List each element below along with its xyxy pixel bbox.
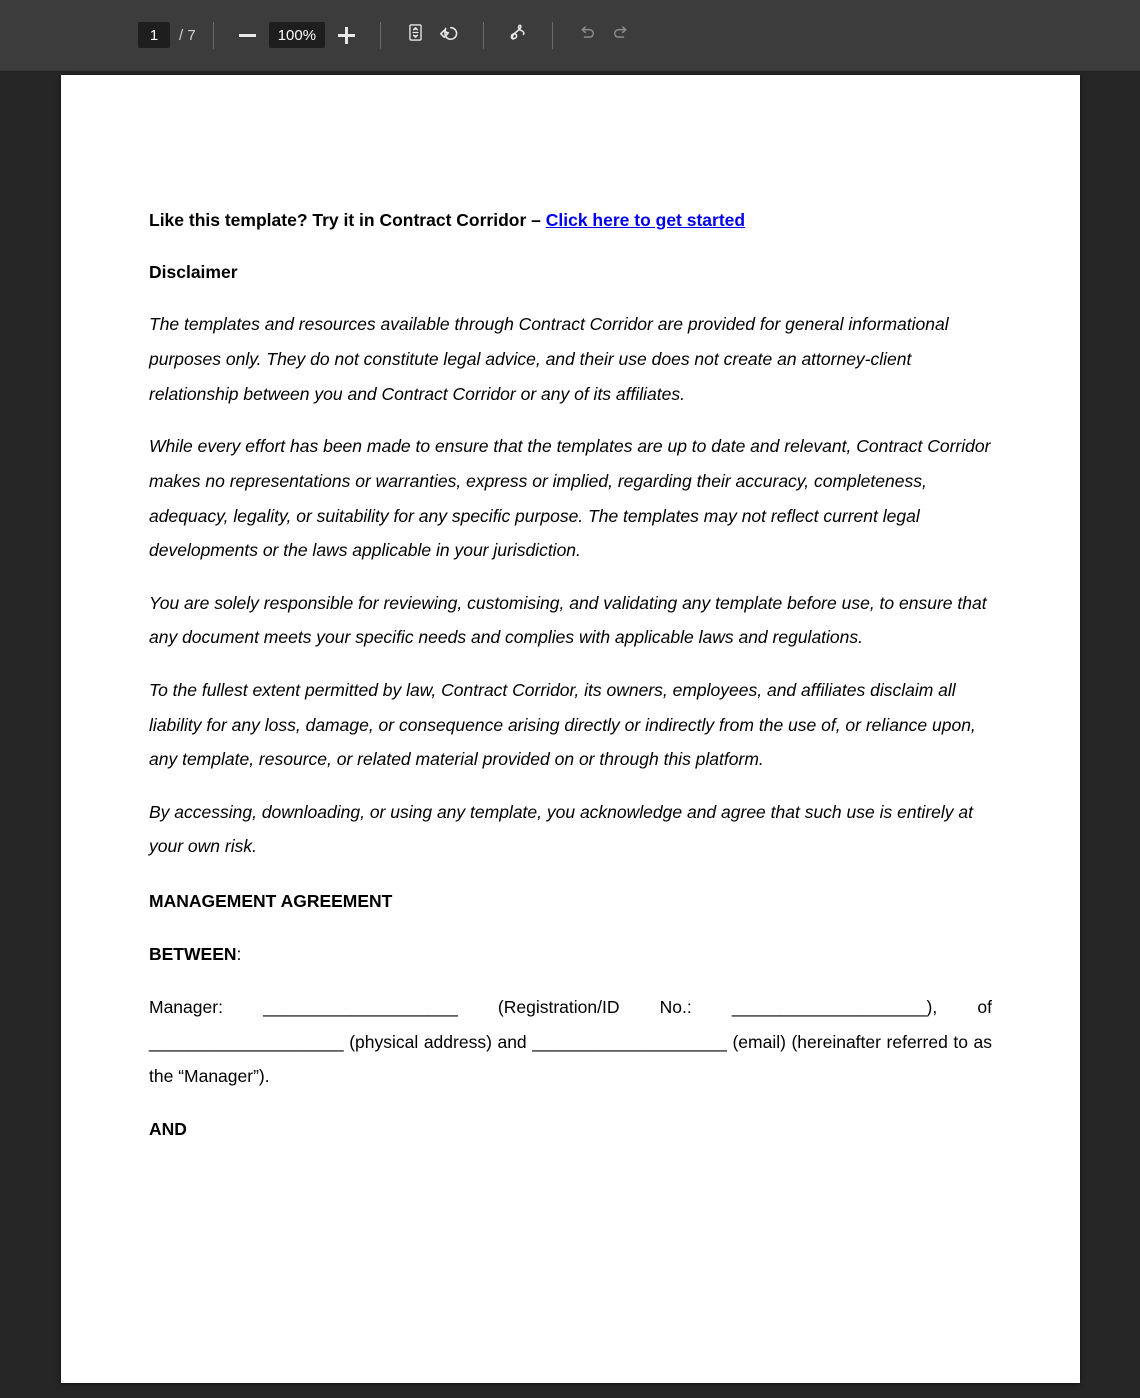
minus-icon [239,34,256,37]
disclaimer-paragraph-5: By accessing, downloading, or using any template, you acknowledge and agree that such use is entirely at your own risk. [149,801,973,857]
disclaimer-paragraph-4: To the fullest extent permitted by law, Contract Corridor, its owners, employees, and affiliates disclaim all liability for any loss, damage, or consequence arising directly or indirectly from the use of, or reliance upon, any template, resource, or related material provided on or through this platform. [149,679,976,770]
disclaimer-paragraph-2: While every effort has been made to ensure that the templates are up to date and relevant, Contract Corridor makes no representations or warranties, express or implied, regarding their accuracy, completeness, adequacy, legality, or suitability for any specific purpose. The templates may not reflect current legal developments or the laws applicable in your jurisdiction. [149,435,991,561]
pdf-viewer-area[interactable] [0,71,1140,1398]
between-label [149,937,992,972]
and-label: AND [149,1119,187,1140]
fit-to-page-icon [406,23,425,47]
zoom-in-button[interactable] [329,18,363,52]
page-number-input[interactable]: 1 [138,22,170,48]
toolbar-divider-1 [213,22,214,49]
pen-squiggle-icon [507,22,529,49]
toolbar-divider-3 [483,22,484,49]
between-colon: : [236,944,242,965]
disclaimer-heading: Disclaimer [149,261,238,282]
agreement-title: MANAGEMENT AGREEMENT [149,891,393,912]
page-content [149,185,992,1163]
get-started-link[interactable]: Click here to get started [545,209,746,230]
pdf-toolbar [0,0,1140,71]
plus-icon [338,27,355,44]
view-tools-group [398,18,466,52]
promo-line [149,203,992,238]
undo-button[interactable] [570,18,604,52]
manager-clause: Manager: ____________________ (Registration/ID No.: ____________________), of ____________________ (physical address) and ____________________ (email) (hereinafter referred to as the “Manager”). [149,996,992,1087]
disclaimer-paragraph-3: You are solely responsible for reviewing, customising, and validating any template before use, to ensure that any document meets your specific needs and complies with applicable laws and regulations. [149,592,987,648]
redo-button[interactable] [604,18,638,52]
undo-icon [577,23,597,48]
rotate-counterclockwise-button[interactable] [432,18,466,52]
toolbar-divider-2 [380,22,381,49]
annotate-group [501,18,535,52]
history-group [570,18,638,52]
ink-annotate-button[interactable] [501,18,535,52]
fit-to-page-button[interactable] [398,18,432,52]
document-page-1 [61,75,1080,1383]
zoom-group [231,18,363,52]
redo-icon [611,23,631,48]
promo-text: Like this template? Try it in Contract Corridor – [149,209,546,230]
page-count-label: / 7 [179,26,196,44]
rotate-icon [439,22,460,48]
toolbar-divider-4 [552,22,553,49]
zoom-level-input[interactable]: 100% [269,22,325,48]
between-word: BETWEEN [149,944,237,965]
disclaimer-paragraph-1: The templates and resources available through Contract Corridor are provided for general informational purposes only. They do not constitute legal advice, and their use does not create an attorney-client relationship between you and Contract Corridor or any of its affiliates. [149,314,949,404]
zoom-out-button[interactable] [231,18,265,52]
page-navigation-group [138,22,196,48]
